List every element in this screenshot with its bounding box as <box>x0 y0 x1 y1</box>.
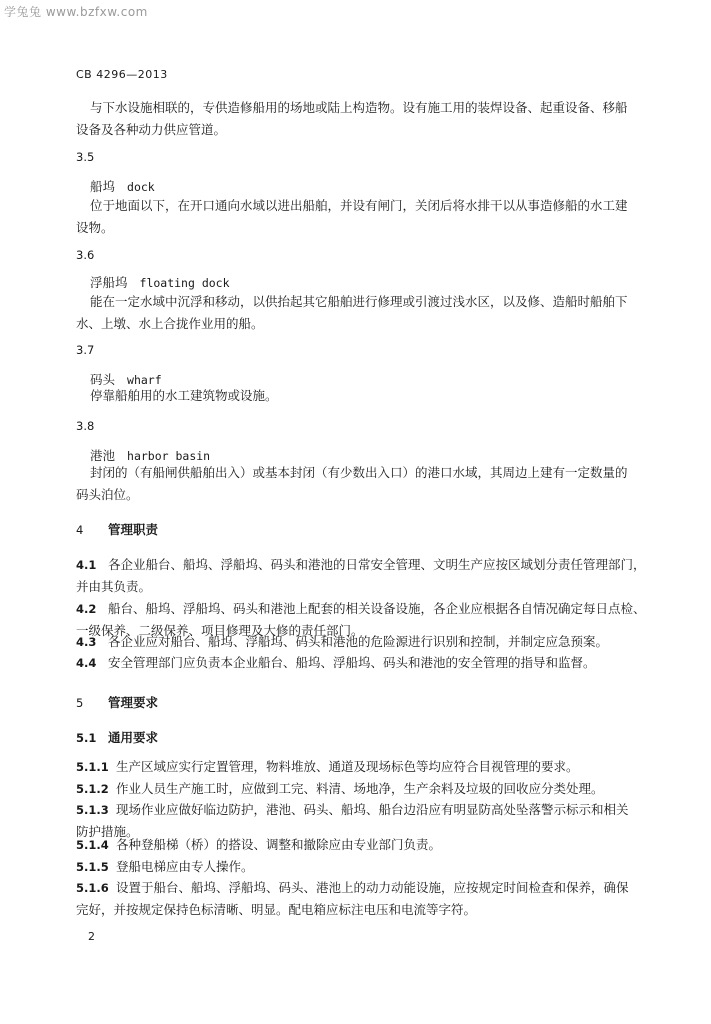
section-number: 5 <box>76 696 84 710</box>
subsection-title: 通用要求 <box>108 730 159 745</box>
term-definition <box>76 385 670 407</box>
standard-code: CB 4296—2013 <box>76 68 168 81</box>
clause-text: 各种登船梯（桥）的搭设、调整和撤除应由专业部门负责。 <box>116 837 442 852</box>
clause-number: 4.4 <box>76 656 97 670</box>
clause <box>76 554 656 598</box>
clause <box>76 877 656 921</box>
clause <box>76 652 656 674</box>
term-zh: 港池 <box>90 448 116 463</box>
section-title: 管理要求 <box>108 695 159 710</box>
section-heading <box>76 520 158 538</box>
term-number: 3.8 <box>76 419 95 433</box>
definition-line: 停靠船舶用的水工建筑物或设施。 <box>90 388 278 403</box>
clause-text-continued: 一级保养、二级保养、项目修理及大修的责任部门。 <box>76 623 364 638</box>
clause-text: 各企业船台、船坞、浮船坞、码头和港池的日常安全管理、文明生产应按区域划分责任管理部门， <box>108 557 646 572</box>
section-heading <box>76 693 158 711</box>
term-number: 3.6 <box>76 248 95 262</box>
clause-text: 各企业应对船台、船坞、浮船坞、码头和港池的危险源进行识别和控制，并制定应急预案。 <box>108 634 609 649</box>
clause-text: 生产区域应实行定置管理，物料堆放、通道及现场标色等均应符合目视管理的要求。 <box>116 759 579 774</box>
clause-text-continued: 完好，并按规定保持色标清晰、明显。配电箱应标注电压和电流等字符。 <box>76 902 477 917</box>
clause-text: 安全管理部门应负责本企业船台、船坞、浮船坞、码头和港池的安全管理的指导和监督。 <box>108 655 596 670</box>
clause <box>76 756 656 778</box>
clause <box>76 631 656 653</box>
intro-paragraph <box>76 97 670 141</box>
section-number: 4 <box>76 523 84 537</box>
clause-number: 5.1.6 <box>76 881 109 895</box>
definition-line: 位于地面以下，在开口通向水域以进出船舶，并设有闸门，关闭后将水排干以从事造修船的水工建 <box>90 198 628 213</box>
term-definition <box>76 195 670 239</box>
clause-text: 设置于船台、船坞、浮船坞、码头、港池上的动力动能设施，应按规定时间检查和保养，确保 <box>116 880 629 895</box>
definition-line: 设物。 <box>76 220 114 235</box>
clause <box>76 856 656 878</box>
clause-number: 5.1.1 <box>76 760 109 774</box>
definition-line: 水、上墩、水上合拢作业用的船。 <box>76 316 264 331</box>
clause <box>76 834 656 856</box>
definition-line: 码头泊位。 <box>76 487 139 502</box>
clause-text-continued: 并由其负责。 <box>76 579 152 594</box>
clause-text: 登船电梯应由专人操作。 <box>116 859 254 874</box>
clause-text: 作业人员生产施工时，应做到工完、料清、场地净，生产余料及垃圾的回收应分类处理。 <box>116 781 604 796</box>
page-number: 2 <box>88 930 95 943</box>
clause-number: 5.1.2 <box>76 782 109 796</box>
section-title: 管理职责 <box>108 522 159 537</box>
subsection-number: 5.1 <box>76 731 97 745</box>
subsection-heading <box>76 728 158 746</box>
intro-line: 与下水设施相联的，专供造修船用的场地或陆上构造物。设有施工用的装焊设备、起重设备、移船 <box>90 100 628 115</box>
watermark: 学兔兔 www.bzfxw.com <box>4 5 148 19</box>
term-title <box>90 273 230 291</box>
term-definition <box>76 462 670 506</box>
clause-number: 5.1.5 <box>76 860 109 874</box>
term-zh: 船坞 <box>90 179 116 194</box>
clause-number: 5.1.3 <box>76 803 109 817</box>
term-title <box>90 177 155 195</box>
definition-line: 能在一定水域中沉浮和移动，以供抬起其它船舶进行修理或引渡过浅水区，以及修、造船时船舶下 <box>90 294 628 309</box>
definition-line: 封闭的（有船闸供船舶出入）或基本封闭（有少数出入口）的港口水域，其周边上建有一定数量的 <box>90 465 628 480</box>
clause-number: 4.1 <box>76 558 97 572</box>
term-zh: 码头 <box>90 372 116 387</box>
term-number: 3.5 <box>76 150 95 164</box>
clause <box>76 778 656 800</box>
clause-number: 5.1.4 <box>76 838 109 852</box>
term-number: 3.7 <box>76 343 95 357</box>
clause-text-continued: 防护措施。 <box>76 824 139 839</box>
term-en: harbor basin <box>127 449 211 463</box>
clause-text: 现场作业应做好临边防护，港池、码头、船坞、船台边沿应有明显防高处坠落警示标示和相关 <box>116 802 629 817</box>
term-definition <box>76 291 670 335</box>
term-zh: 浮船坞 <box>90 275 128 290</box>
clause-text: 船台、船坞、浮船坞、码头和港池上配套的相关设备设施，各企业应根据各自情况确定每日点检、 <box>108 601 646 616</box>
clause-number: 4.3 <box>76 635 97 649</box>
term-en: floating dock <box>139 276 230 290</box>
clause-number: 4.2 <box>76 602 97 616</box>
term-en: dock <box>127 180 155 194</box>
term-en: wharf <box>127 373 162 387</box>
intro-line: 设备及各种动力供应管道。 <box>76 122 227 137</box>
